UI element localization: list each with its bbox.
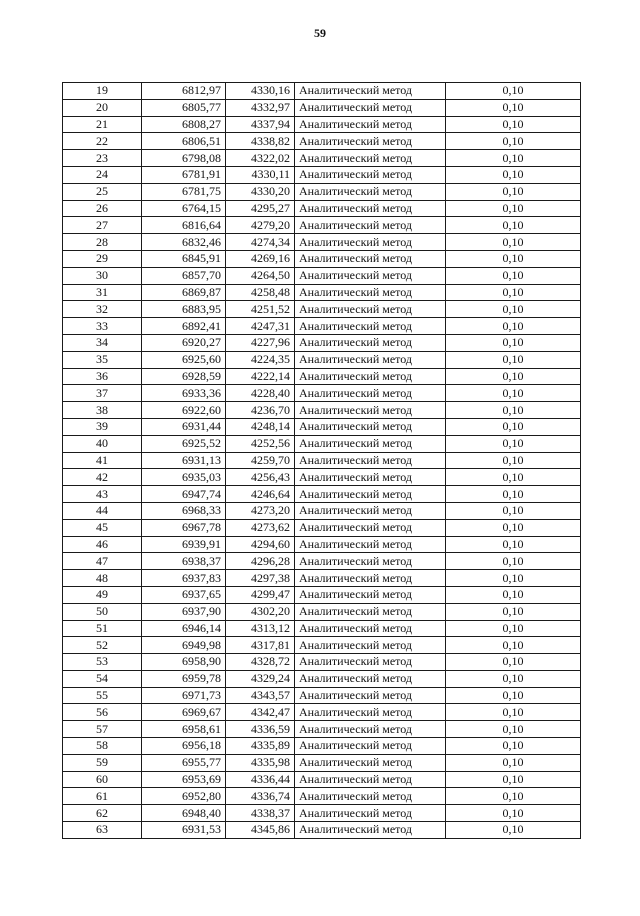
method-cell: Аналитический метод — [295, 721, 446, 738]
table-row — [63, 318, 581, 335]
table-row — [63, 368, 581, 385]
y-coordinate-cell: 4279,20 — [226, 217, 295, 234]
accuracy-cell: 0,10 — [446, 502, 581, 519]
method-cell: Аналитический метод — [295, 200, 446, 217]
y-coordinate-cell: 4296,28 — [226, 553, 295, 570]
table-row — [63, 704, 581, 721]
point-number-cell: 54 — [63, 670, 142, 687]
point-number-cell: 53 — [63, 654, 142, 671]
y-coordinate-cell: 4332,97 — [226, 99, 295, 116]
method-cell: Аналитический метод — [295, 83, 446, 100]
x-coordinate-cell: 6781,75 — [142, 183, 226, 200]
point-number-cell: 52 — [63, 637, 142, 654]
accuracy-cell: 0,10 — [446, 116, 581, 133]
accuracy-cell: 0,10 — [446, 250, 581, 267]
method-cell: Аналитический метод — [295, 418, 446, 435]
x-coordinate-cell: 6958,90 — [142, 654, 226, 671]
table-row — [63, 670, 581, 687]
x-coordinate-cell: 6956,18 — [142, 738, 226, 755]
table-row — [63, 687, 581, 704]
x-coordinate-cell: 6946,14 — [142, 620, 226, 637]
accuracy-cell: 0,10 — [446, 301, 581, 318]
y-coordinate-cell: 4329,24 — [226, 670, 295, 687]
x-coordinate-cell: 6952,80 — [142, 788, 226, 805]
table-row — [63, 99, 581, 116]
point-number-cell: 32 — [63, 301, 142, 318]
point-number-cell: 40 — [63, 435, 142, 452]
accuracy-cell: 0,10 — [446, 603, 581, 620]
accuracy-cell: 0,10 — [446, 536, 581, 553]
method-cell: Аналитический метод — [295, 234, 446, 251]
accuracy-cell: 0,10 — [446, 318, 581, 335]
method-cell: Аналитический метод — [295, 687, 446, 704]
table-row — [63, 788, 581, 805]
point-number-cell: 21 — [63, 116, 142, 133]
y-coordinate-cell: 4269,16 — [226, 250, 295, 267]
accuracy-cell: 0,10 — [446, 805, 581, 822]
table-row — [63, 385, 581, 402]
x-coordinate-cell: 6808,27 — [142, 116, 226, 133]
method-cell: Аналитический метод — [295, 166, 446, 183]
x-coordinate-cell: 6812,97 — [142, 83, 226, 100]
point-number-cell: 60 — [63, 771, 142, 788]
point-number-cell: 57 — [63, 721, 142, 738]
x-coordinate-cell: 6948,40 — [142, 805, 226, 822]
y-coordinate-cell: 4336,59 — [226, 721, 295, 738]
method-cell: Аналитический метод — [295, 385, 446, 402]
table-row — [63, 435, 581, 452]
method-cell: Аналитический метод — [295, 670, 446, 687]
point-number-cell: 31 — [63, 284, 142, 301]
table-row — [63, 721, 581, 738]
method-cell: Аналитический метод — [295, 771, 446, 788]
y-coordinate-cell: 4259,70 — [226, 452, 295, 469]
x-coordinate-cell: 6920,27 — [142, 334, 226, 351]
method-cell: Аналитический метод — [295, 822, 446, 839]
x-coordinate-cell: 6931,13 — [142, 452, 226, 469]
method-cell: Аналитический метод — [295, 586, 446, 603]
point-number-cell: 56 — [63, 704, 142, 721]
table-row — [63, 133, 581, 150]
method-cell: Аналитический метод — [295, 654, 446, 671]
accuracy-cell: 0,10 — [446, 754, 581, 771]
table-row — [63, 805, 581, 822]
method-cell: Аналитический метод — [295, 133, 446, 150]
method-cell: Аналитический метод — [295, 502, 446, 519]
x-coordinate-cell: 6955,77 — [142, 754, 226, 771]
y-coordinate-cell: 4294,60 — [226, 536, 295, 553]
x-coordinate-cell: 6953,69 — [142, 771, 226, 788]
x-coordinate-cell: 6959,78 — [142, 670, 226, 687]
accuracy-cell: 0,10 — [446, 469, 581, 486]
x-coordinate-cell: 6931,44 — [142, 418, 226, 435]
accuracy-cell: 0,10 — [446, 788, 581, 805]
method-cell: Аналитический метод — [295, 603, 446, 620]
table-row — [63, 402, 581, 419]
table-row — [63, 519, 581, 536]
point-number-cell: 46 — [63, 536, 142, 553]
table-row — [63, 250, 581, 267]
accuracy-cell: 0,10 — [446, 771, 581, 788]
x-coordinate-cell: 6937,83 — [142, 570, 226, 587]
accuracy-cell: 0,10 — [446, 385, 581, 402]
x-coordinate-cell: 6869,87 — [142, 284, 226, 301]
point-number-cell: 37 — [63, 385, 142, 402]
accuracy-cell: 0,10 — [446, 368, 581, 385]
accuracy-cell: 0,10 — [446, 402, 581, 419]
x-coordinate-cell: 6806,51 — [142, 133, 226, 150]
y-coordinate-cell: 4335,98 — [226, 754, 295, 771]
method-cell: Аналитический метод — [295, 536, 446, 553]
method-cell: Аналитический метод — [295, 301, 446, 318]
table-row — [63, 738, 581, 755]
x-coordinate-cell: 6892,41 — [142, 318, 226, 335]
accuracy-cell: 0,10 — [446, 519, 581, 536]
point-number-cell: 19 — [63, 83, 142, 100]
y-coordinate-cell: 4264,50 — [226, 267, 295, 284]
point-number-cell: 25 — [63, 183, 142, 200]
point-number-cell: 63 — [63, 822, 142, 839]
accuracy-cell: 0,10 — [446, 334, 581, 351]
accuracy-cell: 0,10 — [446, 418, 581, 435]
method-cell: Аналитический метод — [295, 402, 446, 419]
accuracy-cell: 0,10 — [446, 183, 581, 200]
x-coordinate-cell: 6971,73 — [142, 687, 226, 704]
x-coordinate-cell: 6805,77 — [142, 99, 226, 116]
method-cell: Аналитический метод — [295, 99, 446, 116]
accuracy-cell: 0,10 — [446, 133, 581, 150]
method-cell: Аналитический метод — [295, 267, 446, 284]
y-coordinate-cell: 4330,11 — [226, 166, 295, 183]
method-cell: Аналитический метод — [295, 553, 446, 570]
y-coordinate-cell: 4328,72 — [226, 654, 295, 671]
y-coordinate-cell: 4345,86 — [226, 822, 295, 839]
point-number-cell: 24 — [63, 166, 142, 183]
table-row — [63, 150, 581, 167]
x-coordinate-cell: 6928,59 — [142, 368, 226, 385]
table-row — [63, 502, 581, 519]
table-row — [63, 654, 581, 671]
page-number: 59 — [314, 26, 326, 40]
table-row — [63, 536, 581, 553]
x-coordinate-cell: 6933,36 — [142, 385, 226, 402]
point-number-cell: 36 — [63, 368, 142, 385]
x-coordinate-cell: 6781,91 — [142, 166, 226, 183]
x-coordinate-cell: 6857,70 — [142, 267, 226, 284]
point-number-cell: 42 — [63, 469, 142, 486]
y-coordinate-cell: 4246,64 — [226, 486, 295, 503]
accuracy-cell: 0,10 — [446, 738, 581, 755]
table-row — [63, 217, 581, 234]
point-number-cell: 51 — [63, 620, 142, 637]
x-coordinate-cell: 6949,98 — [142, 637, 226, 654]
point-number-cell: 30 — [63, 267, 142, 284]
table-row — [63, 586, 581, 603]
point-number-cell: 58 — [63, 738, 142, 755]
accuracy-cell: 0,10 — [446, 99, 581, 116]
y-coordinate-cell: 4236,70 — [226, 402, 295, 419]
point-number-cell: 34 — [63, 334, 142, 351]
y-coordinate-cell: 4274,34 — [226, 234, 295, 251]
method-cell: Аналитический метод — [295, 250, 446, 267]
method-cell: Аналитический метод — [295, 452, 446, 469]
method-cell: Аналитический метод — [295, 570, 446, 587]
table-row — [63, 83, 581, 100]
point-number-cell: 20 — [63, 99, 142, 116]
y-coordinate-cell: 4297,38 — [226, 570, 295, 587]
y-coordinate-cell: 4256,43 — [226, 469, 295, 486]
table-row — [63, 351, 581, 368]
y-coordinate-cell: 4248,14 — [226, 418, 295, 435]
point-number-cell: 59 — [63, 754, 142, 771]
method-cell: Аналитический метод — [295, 183, 446, 200]
table-row — [63, 234, 581, 251]
point-number-cell: 39 — [63, 418, 142, 435]
y-coordinate-cell: 4258,48 — [226, 284, 295, 301]
method-cell: Аналитический метод — [295, 318, 446, 335]
point-number-cell: 55 — [63, 687, 142, 704]
point-number-cell: 28 — [63, 234, 142, 251]
point-number-cell: 33 — [63, 318, 142, 335]
y-coordinate-cell: 4247,31 — [226, 318, 295, 335]
x-coordinate-cell: 6938,37 — [142, 553, 226, 570]
point-number-cell: 50 — [63, 603, 142, 620]
table-row — [63, 570, 581, 587]
point-number-cell: 43 — [63, 486, 142, 503]
table-row — [63, 452, 581, 469]
method-cell: Аналитический метод — [295, 519, 446, 536]
point-number-cell: 49 — [63, 586, 142, 603]
x-coordinate-cell: 6925,60 — [142, 351, 226, 368]
y-coordinate-cell: 4343,57 — [226, 687, 295, 704]
accuracy-cell: 0,10 — [446, 83, 581, 100]
accuracy-cell: 0,10 — [446, 822, 581, 839]
method-cell: Аналитический метод — [295, 620, 446, 637]
x-coordinate-cell: 6845,91 — [142, 250, 226, 267]
point-number-cell: 41 — [63, 452, 142, 469]
y-coordinate-cell: 4299,47 — [226, 586, 295, 603]
y-coordinate-cell: 4224,35 — [226, 351, 295, 368]
method-cell: Аналитический метод — [295, 704, 446, 721]
x-coordinate-cell: 6947,74 — [142, 486, 226, 503]
y-coordinate-cell: 4295,27 — [226, 200, 295, 217]
y-coordinate-cell: 4251,52 — [226, 301, 295, 318]
accuracy-cell: 0,10 — [446, 704, 581, 721]
y-coordinate-cell: 4336,74 — [226, 788, 295, 805]
x-coordinate-cell: 6935,03 — [142, 469, 226, 486]
x-coordinate-cell: 6764,15 — [142, 200, 226, 217]
accuracy-cell: 0,10 — [446, 637, 581, 654]
method-cell: Аналитический метод — [295, 788, 446, 805]
table-row — [63, 620, 581, 637]
method-cell: Аналитический метод — [295, 435, 446, 452]
table-row — [63, 116, 581, 133]
x-coordinate-cell: 6969,67 — [142, 704, 226, 721]
table-row — [63, 334, 581, 351]
point-number-cell: 29 — [63, 250, 142, 267]
x-coordinate-cell: 6832,46 — [142, 234, 226, 251]
accuracy-cell: 0,10 — [446, 234, 581, 251]
x-coordinate-cell: 6939,91 — [142, 536, 226, 553]
accuracy-cell: 0,10 — [446, 553, 581, 570]
accuracy-cell: 0,10 — [446, 452, 581, 469]
x-coordinate-cell: 6967,78 — [142, 519, 226, 536]
accuracy-cell: 0,10 — [446, 217, 581, 234]
x-coordinate-cell: 6937,65 — [142, 586, 226, 603]
y-coordinate-cell: 4338,82 — [226, 133, 295, 150]
point-number-cell: 61 — [63, 788, 142, 805]
method-cell: Аналитический метод — [295, 637, 446, 654]
table-row — [63, 284, 581, 301]
y-coordinate-cell: 4330,20 — [226, 183, 295, 200]
table-row — [63, 469, 581, 486]
accuracy-cell: 0,10 — [446, 267, 581, 284]
y-coordinate-cell: 4313,12 — [226, 620, 295, 637]
point-number-cell: 27 — [63, 217, 142, 234]
accuracy-cell: 0,10 — [446, 200, 581, 217]
point-number-cell: 26 — [63, 200, 142, 217]
point-number-cell: 38 — [63, 402, 142, 419]
table-row — [63, 771, 581, 788]
y-coordinate-cell: 4337,94 — [226, 116, 295, 133]
point-number-cell: 35 — [63, 351, 142, 368]
table-row — [63, 486, 581, 503]
point-number-cell: 62 — [63, 805, 142, 822]
method-cell: Аналитический метод — [295, 805, 446, 822]
point-number-cell: 23 — [63, 150, 142, 167]
point-number-cell: 45 — [63, 519, 142, 536]
y-coordinate-cell: 4228,40 — [226, 385, 295, 402]
x-coordinate-cell: 6883,95 — [142, 301, 226, 318]
coordinates-table-body — [63, 83, 581, 839]
method-cell: Аналитический метод — [295, 150, 446, 167]
y-coordinate-cell: 4338,37 — [226, 805, 295, 822]
table-row — [63, 166, 581, 183]
x-coordinate-cell: 6931,53 — [142, 822, 226, 839]
method-cell: Аналитический метод — [295, 754, 446, 771]
x-coordinate-cell: 6958,61 — [142, 721, 226, 738]
accuracy-cell: 0,10 — [446, 166, 581, 183]
method-cell: Аналитический метод — [295, 738, 446, 755]
method-cell: Аналитический метод — [295, 334, 446, 351]
y-coordinate-cell: 4222,14 — [226, 368, 295, 385]
accuracy-cell: 0,10 — [446, 654, 581, 671]
method-cell: Аналитический метод — [295, 368, 446, 385]
point-number-cell: 44 — [63, 502, 142, 519]
table-row — [63, 754, 581, 771]
coordinates-table — [62, 82, 581, 839]
method-cell: Аналитический метод — [295, 469, 446, 486]
y-coordinate-cell: 4342,47 — [226, 704, 295, 721]
y-coordinate-cell: 4273,20 — [226, 502, 295, 519]
table-row — [63, 200, 581, 217]
accuracy-cell: 0,10 — [446, 687, 581, 704]
table-row — [63, 418, 581, 435]
accuracy-cell: 0,10 — [446, 150, 581, 167]
x-coordinate-cell: 6968,33 — [142, 502, 226, 519]
y-coordinate-cell: 4273,62 — [226, 519, 295, 536]
x-coordinate-cell: 6798,08 — [142, 150, 226, 167]
accuracy-cell: 0,10 — [446, 351, 581, 368]
table-row — [63, 603, 581, 620]
accuracy-cell: 0,10 — [446, 435, 581, 452]
accuracy-cell: 0,10 — [446, 586, 581, 603]
method-cell: Аналитический метод — [295, 284, 446, 301]
method-cell: Аналитический метод — [295, 486, 446, 503]
accuracy-cell: 0,10 — [446, 570, 581, 587]
x-coordinate-cell: 6816,64 — [142, 217, 226, 234]
method-cell: Аналитический метод — [295, 217, 446, 234]
accuracy-cell: 0,10 — [446, 486, 581, 503]
x-coordinate-cell: 6937,90 — [142, 603, 226, 620]
point-number-cell: 47 — [63, 553, 142, 570]
y-coordinate-cell: 4317,81 — [226, 637, 295, 654]
point-number-cell: 22 — [63, 133, 142, 150]
method-cell: Аналитический метод — [295, 116, 446, 133]
y-coordinate-cell: 4330,16 — [226, 83, 295, 100]
y-coordinate-cell: 4252,56 — [226, 435, 295, 452]
table-row — [63, 301, 581, 318]
table-row — [63, 183, 581, 200]
y-coordinate-cell: 4227,96 — [226, 334, 295, 351]
accuracy-cell: 0,10 — [446, 721, 581, 738]
y-coordinate-cell: 4335,89 — [226, 738, 295, 755]
point-number-cell: 48 — [63, 570, 142, 587]
table-row — [63, 553, 581, 570]
table-row — [63, 267, 581, 284]
table-row — [63, 637, 581, 654]
accuracy-cell: 0,10 — [446, 284, 581, 301]
y-coordinate-cell: 4302,20 — [226, 603, 295, 620]
y-coordinate-cell: 4336,44 — [226, 771, 295, 788]
accuracy-cell: 0,10 — [446, 670, 581, 687]
table-row — [63, 822, 581, 839]
y-coordinate-cell: 4322,02 — [226, 150, 295, 167]
method-cell: Аналитический метод — [295, 351, 446, 368]
accuracy-cell: 0,10 — [446, 620, 581, 637]
x-coordinate-cell: 6922,60 — [142, 402, 226, 419]
x-coordinate-cell: 6925,52 — [142, 435, 226, 452]
